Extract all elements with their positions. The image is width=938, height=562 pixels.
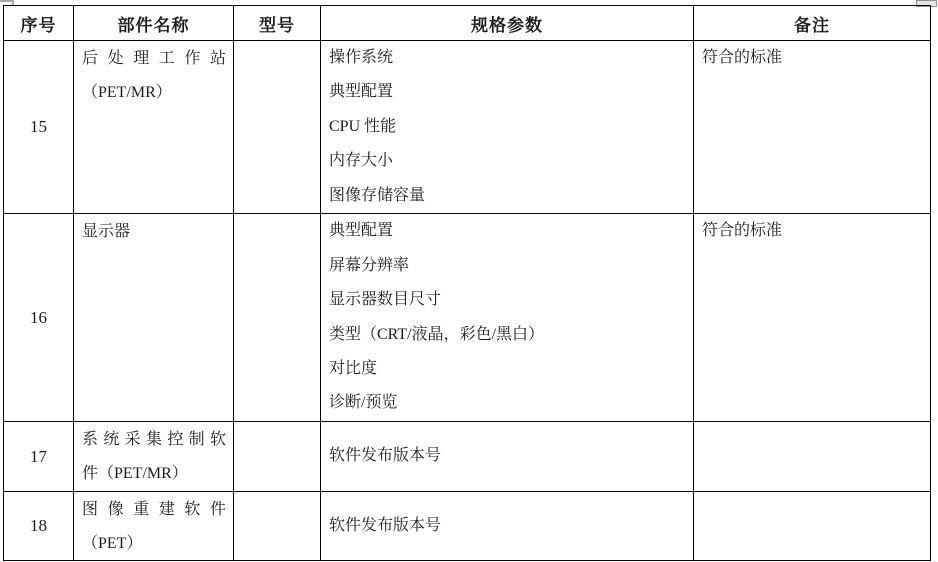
specs-cell	[321, 422, 694, 492]
component-name-line: （PET）	[82, 534, 143, 552]
column-header-remark: 备注	[694, 6, 931, 41]
spec-parameter: 典型配置	[329, 222, 394, 240]
spec-parameter: 操作系统	[329, 49, 394, 66]
column-header-spec-parameters: 规格参数	[321, 6, 694, 41]
remark-cell	[694, 422, 931, 492]
model-cell	[234, 422, 321, 492]
component-name-cell	[74, 492, 234, 561]
column-header-component-name: 部件名称	[74, 6, 234, 41]
spec-parameter: 类型（CRT/液晶，彩色/黑白）	[329, 325, 545, 343]
row-number-cell: 17	[4, 422, 74, 492]
remark-cell: 符合的标准	[694, 41, 931, 214]
spec-parameter: 图像存储容量	[329, 186, 426, 204]
components-spec-table	[3, 5, 931, 561]
spec-parameter: 典型配置	[329, 83, 394, 101]
remark-cell	[694, 492, 931, 561]
model-cell	[234, 492, 321, 561]
row-number-cell: 18	[4, 492, 74, 561]
table-row	[4, 41, 931, 214]
component-name-cell	[74, 422, 234, 492]
component-name-line: 显示器	[82, 223, 131, 241]
component-name-line: （PET/MR）	[82, 83, 172, 101]
spec-parameter: 对比度	[329, 359, 378, 377]
specs-cell	[321, 214, 694, 422]
component-name-line: 图像重建软件	[82, 501, 226, 519]
spec-parameter: 软件发布版本号	[329, 516, 442, 534]
component-name-line: 件（PET/MR）	[82, 464, 188, 482]
component-name-line: 系统采集控制软	[82, 431, 226, 449]
column-header-serial-no: 序号	[4, 6, 74, 41]
component-name-line: 后处理工作站	[82, 50, 226, 67]
spec-parameter: 显示器数目尺寸	[329, 291, 442, 309]
specs-cell	[321, 492, 694, 561]
table-header-row	[4, 6, 931, 41]
specs-cell	[321, 41, 694, 214]
column-header-model: 型号	[234, 6, 321, 41]
spec-parameter: 内存大小	[329, 152, 394, 170]
row-number-cell: 15	[4, 41, 74, 214]
table-row	[4, 492, 931, 561]
table-row	[4, 214, 931, 422]
model-cell	[234, 41, 321, 214]
spec-parameter: 屏幕分辨率	[329, 256, 410, 274]
model-cell	[234, 214, 321, 422]
table-body	[4, 41, 931, 561]
component-name-cell	[74, 214, 234, 422]
component-name-cell	[74, 41, 234, 214]
spec-parameter: CPU 性能	[329, 117, 397, 135]
spec-parameter: 诊断/预览	[329, 394, 398, 412]
spec-parameter: 软件发布版本号	[329, 447, 442, 465]
row-number-cell: 16	[4, 214, 74, 422]
remark-cell: 符合的标准	[694, 214, 931, 422]
table-row	[4, 422, 931, 492]
